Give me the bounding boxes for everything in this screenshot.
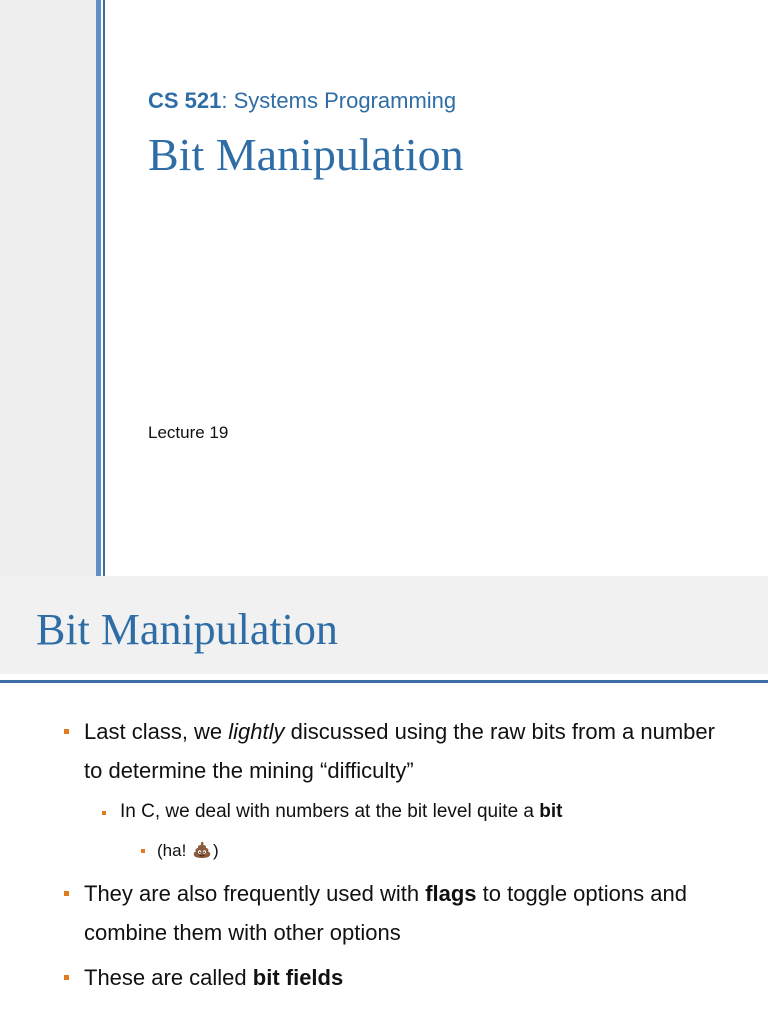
bullet-ha: [157, 837, 717, 865]
bullet-text: Last class, we: [84, 719, 229, 744]
content-slide-title: Bit Manipulation: [36, 605, 338, 654]
course-name: Systems Programming: [233, 88, 457, 113]
title-slide-side-panel: [0, 0, 96, 576]
bullet-marker: [102, 811, 106, 815]
bullet-last-class: [84, 712, 724, 790]
bullet-marker: [64, 891, 69, 896]
bullet-text: discussed using the raw bits from a number to determine the mining “difficulty”: [84, 719, 715, 783]
bullet-bold: flags: [425, 881, 477, 906]
course-code: CS 521: [148, 88, 222, 113]
course-line: [148, 88, 456, 114]
bullet-marker: [141, 849, 145, 853]
bullet-marker: [64, 975, 69, 980]
title-slide-accent-bar: [96, 0, 106, 576]
header-divider: [0, 680, 768, 683]
bullet-text: to toggle options and combine them with other options: [84, 881, 687, 945]
course-separator: :: [221, 88, 234, 113]
bullet-text: They are also frequently used with: [84, 881, 426, 906]
bullet-bit-fields: [84, 958, 724, 997]
bullet-bold: bit fields: [252, 965, 344, 990]
content-slide-header: [0, 576, 768, 674]
bullet-bit-level: [120, 797, 720, 827]
bullet-text: In C, we deal with numbers at the bit level quite a: [120, 801, 540, 822]
content-slide: [0, 576, 768, 1024]
bullet-flags: [84, 874, 724, 952]
bullet-text: (ha!: [157, 841, 192, 860]
bullet-marker: [64, 729, 69, 734]
bullet-text: These are called: [84, 965, 253, 990]
poop-icon: [192, 840, 212, 860]
bullet-text: ): [213, 841, 219, 860]
bullet-bold: bit: [539, 801, 563, 822]
title-slide-heading: Bit Manipulation: [148, 129, 464, 180]
lecture-number: Lecture 19: [148, 423, 229, 442]
bullet-emphasis: lightly: [228, 719, 285, 744]
